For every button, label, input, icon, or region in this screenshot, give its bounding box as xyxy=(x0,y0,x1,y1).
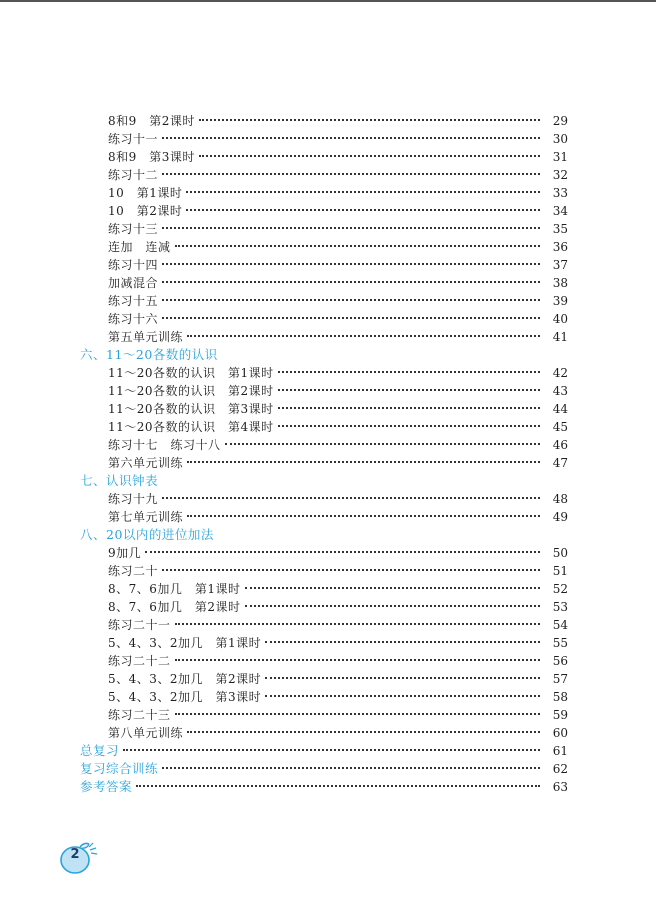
dot-leader xyxy=(187,460,540,463)
toc-entry[interactable] xyxy=(0,508,656,526)
toc-entry-label: 第八单元训练 xyxy=(108,726,184,740)
toc-entry[interactable] xyxy=(0,292,656,310)
dot-leader xyxy=(245,604,540,607)
toc-entry-page: 47 xyxy=(552,456,568,470)
toc-entry-page: 31 xyxy=(552,150,568,164)
toc-entry-label: 练习十七 练习十八 xyxy=(108,438,221,452)
toc-entry[interactable] xyxy=(0,148,656,166)
dot-leader xyxy=(162,568,540,571)
toc-entry-label: 练习二十三 xyxy=(108,708,171,722)
toc-entry[interactable] xyxy=(0,400,656,418)
dot-leader xyxy=(136,784,540,787)
toc-entry-label: 练习十九 xyxy=(108,492,159,506)
toc-entry-page: 49 xyxy=(552,510,568,524)
toc-entry-label: 11～20各数的认识 第4课时 xyxy=(108,420,274,434)
toc-entry-page: 59 xyxy=(552,708,568,722)
toc-entry-page: 42 xyxy=(552,366,568,380)
dot-leader xyxy=(199,118,540,121)
toc-entry-page: 43 xyxy=(552,384,568,398)
toc-entry[interactable] xyxy=(0,490,656,508)
toc-entry-label: 5、4、3、2加几 第1课时 xyxy=(108,636,262,650)
toc-entry-page: 46 xyxy=(552,438,568,452)
toc-entry-label: 八、20以内的进位加法 xyxy=(80,527,214,542)
toc-entry-label: 总复习 xyxy=(80,743,120,758)
dot-leader xyxy=(225,442,540,445)
toc-entry-label: 练习十五 xyxy=(108,294,159,308)
toc-entry-page: 54 xyxy=(552,618,568,632)
toc-section-heading[interactable] xyxy=(0,346,656,364)
dot-leader xyxy=(123,748,540,751)
toc-entry[interactable] xyxy=(0,652,656,670)
dot-leader xyxy=(162,316,540,319)
toc-entry-label: 第五单元训练 xyxy=(108,330,184,344)
toc-entry-page: 56 xyxy=(552,654,568,668)
table-of-contents xyxy=(0,112,656,796)
toc-entry-page: 45 xyxy=(552,420,568,434)
toc-entry-page: 34 xyxy=(552,204,568,218)
dot-leader xyxy=(187,334,540,337)
top-border-line xyxy=(0,0,656,2)
toc-entry[interactable] xyxy=(0,328,656,346)
toc-entry[interactable] xyxy=(0,238,656,256)
toc-entry[interactable] xyxy=(0,202,656,220)
toc-entry-label: 11～20各数的认识 第1课时 xyxy=(108,366,274,380)
toc-entry-page: 50 xyxy=(552,546,568,560)
dot-leader xyxy=(278,424,540,427)
toc-entry-label: 练习十一 xyxy=(108,132,159,146)
toc-entry[interactable] xyxy=(0,544,656,562)
toc-entry-label: 9加几 xyxy=(108,546,142,560)
page-number: 2 xyxy=(70,847,80,862)
toc-entry[interactable] xyxy=(0,562,656,580)
toc-entry[interactable] xyxy=(0,634,656,652)
toc-entry-label: 5、4、3、2加几 第2课时 xyxy=(108,672,262,686)
dot-leader xyxy=(162,172,540,175)
toc-entry[interactable] xyxy=(0,616,656,634)
toc-entry-label: 练习二十 xyxy=(108,564,159,578)
dot-leader xyxy=(278,406,540,409)
toc-entry[interactable] xyxy=(0,310,656,328)
toc-entry[interactable] xyxy=(0,220,656,238)
toc-entry-page: 39 xyxy=(552,294,568,308)
toc-entry-page: 29 xyxy=(552,114,568,128)
toc-entry[interactable] xyxy=(0,130,656,148)
toc-entry-label: 11～20各数的认识 第3课时 xyxy=(108,402,274,416)
dot-leader xyxy=(265,694,540,697)
toc-entry[interactable] xyxy=(0,256,656,274)
toc-entry-label: 8和9 第2课时 xyxy=(108,114,195,128)
toc-entry-label: 练习十三 xyxy=(108,222,159,236)
toc-entry-label: 参考答案 xyxy=(80,779,133,794)
toc-entry[interactable] xyxy=(0,274,656,292)
toc-entry-page: 62 xyxy=(552,762,568,776)
page-number-badge xyxy=(60,841,92,873)
toc-entry[interactable] xyxy=(0,184,656,202)
toc-entry-page: 41 xyxy=(552,330,568,344)
dot-leader xyxy=(265,640,540,643)
toc-entry-label: 11～20各数的认识 第2课时 xyxy=(108,384,274,398)
toc-entry[interactable] xyxy=(0,418,656,436)
toc-entry-page: 57 xyxy=(552,672,568,686)
toc-section-heading[interactable] xyxy=(0,472,656,490)
toc-entry-page: 38 xyxy=(552,276,568,290)
toc-entry-label: 练习二十一 xyxy=(108,618,171,632)
dot-leader xyxy=(278,388,540,391)
toc-entry-label: 8、7、6加几 第1课时 xyxy=(108,582,241,596)
toc-top-entry[interactable] xyxy=(0,742,656,760)
toc-entry[interactable] xyxy=(0,382,656,400)
toc-entry-label: 练习十六 xyxy=(108,312,159,326)
toc-entry[interactable] xyxy=(0,454,656,472)
dot-leader xyxy=(162,262,540,265)
toc-entry-page: 55 xyxy=(552,636,568,650)
toc-entry-label: 5、4、3、2加几 第3课时 xyxy=(108,690,262,704)
toc-entry-label: 加减混合 xyxy=(108,276,159,290)
toc-entry-page: 44 xyxy=(552,402,568,416)
dot-leader xyxy=(187,730,540,733)
toc-entry-label: 第六单元训练 xyxy=(108,456,184,470)
toc-entry-page: 48 xyxy=(552,492,568,506)
toc-entry-page: 52 xyxy=(552,582,568,596)
toc-entry-page: 51 xyxy=(552,564,568,578)
toc-entry-page: 63 xyxy=(552,780,568,794)
toc-entry-page: 35 xyxy=(552,222,568,236)
dot-leader xyxy=(187,514,540,517)
dot-leader xyxy=(162,766,540,769)
dot-leader xyxy=(162,136,540,139)
dot-leader xyxy=(175,712,540,715)
toc-entry-page: 37 xyxy=(552,258,568,272)
toc-entry[interactable] xyxy=(0,580,656,598)
toc-entry-label: 第七单元训练 xyxy=(108,510,184,524)
dot-leader xyxy=(186,190,540,193)
toc-entry-label: 8和9 第3课时 xyxy=(108,150,195,164)
toc-entry[interactable] xyxy=(0,598,656,616)
toc-entry-label: 练习十二 xyxy=(108,168,159,182)
toc-entry-label: 8、7、6加几 第2课时 xyxy=(108,600,241,614)
toc-entry-label: 复习综合训练 xyxy=(80,761,159,776)
dot-leader xyxy=(245,586,540,589)
toc-entry[interactable] xyxy=(0,166,656,184)
toc-entry-page: 30 xyxy=(552,132,568,146)
toc-entry[interactable] xyxy=(0,706,656,724)
toc-entry-label: 练习十四 xyxy=(108,258,159,272)
toc-entry[interactable] xyxy=(0,724,656,742)
toc-entry-label: 七、认识钟表 xyxy=(80,473,159,488)
toc-entry-label: 10 第1课时 xyxy=(108,186,183,200)
toc-entry[interactable] xyxy=(0,688,656,706)
toc-entry[interactable] xyxy=(0,436,656,454)
dot-leader xyxy=(162,298,540,301)
dot-leader xyxy=(199,154,540,157)
toc-entry-label: 10 第2课时 xyxy=(108,204,183,218)
toc-entry-page: 61 xyxy=(552,744,568,758)
toc-entry-page: 36 xyxy=(552,240,568,254)
dot-leader xyxy=(175,622,540,625)
toc-entry-page: 32 xyxy=(552,168,568,182)
toc-top-entry[interactable] xyxy=(0,760,656,778)
toc-entry-label: 练习二十二 xyxy=(108,654,171,668)
toc-section-heading[interactable] xyxy=(0,526,656,544)
dot-leader xyxy=(186,208,540,211)
dot-leader xyxy=(265,676,540,679)
toc-entry[interactable] xyxy=(0,112,656,130)
toc-entry-page: 60 xyxy=(552,726,568,740)
toc-entry-label: 连加 连减 xyxy=(108,240,171,254)
toc-entry[interactable] xyxy=(0,364,656,382)
dot-leader xyxy=(162,226,540,229)
dot-leader xyxy=(175,658,540,661)
dot-leader xyxy=(162,496,540,499)
toc-entry-label: 六、11～20各数的认识 xyxy=(80,347,218,362)
toc-entry-page: 58 xyxy=(552,690,568,704)
toc-entry-page: 53 xyxy=(552,600,568,614)
toc-entry[interactable] xyxy=(0,670,656,688)
toc-entry-page: 40 xyxy=(552,312,568,326)
dot-leader xyxy=(145,550,540,553)
dot-leader xyxy=(162,280,540,283)
toc-top-entry[interactable] xyxy=(0,778,656,796)
dot-leader xyxy=(175,244,540,247)
dot-leader xyxy=(278,370,540,373)
toc-entry-page: 33 xyxy=(552,186,568,200)
